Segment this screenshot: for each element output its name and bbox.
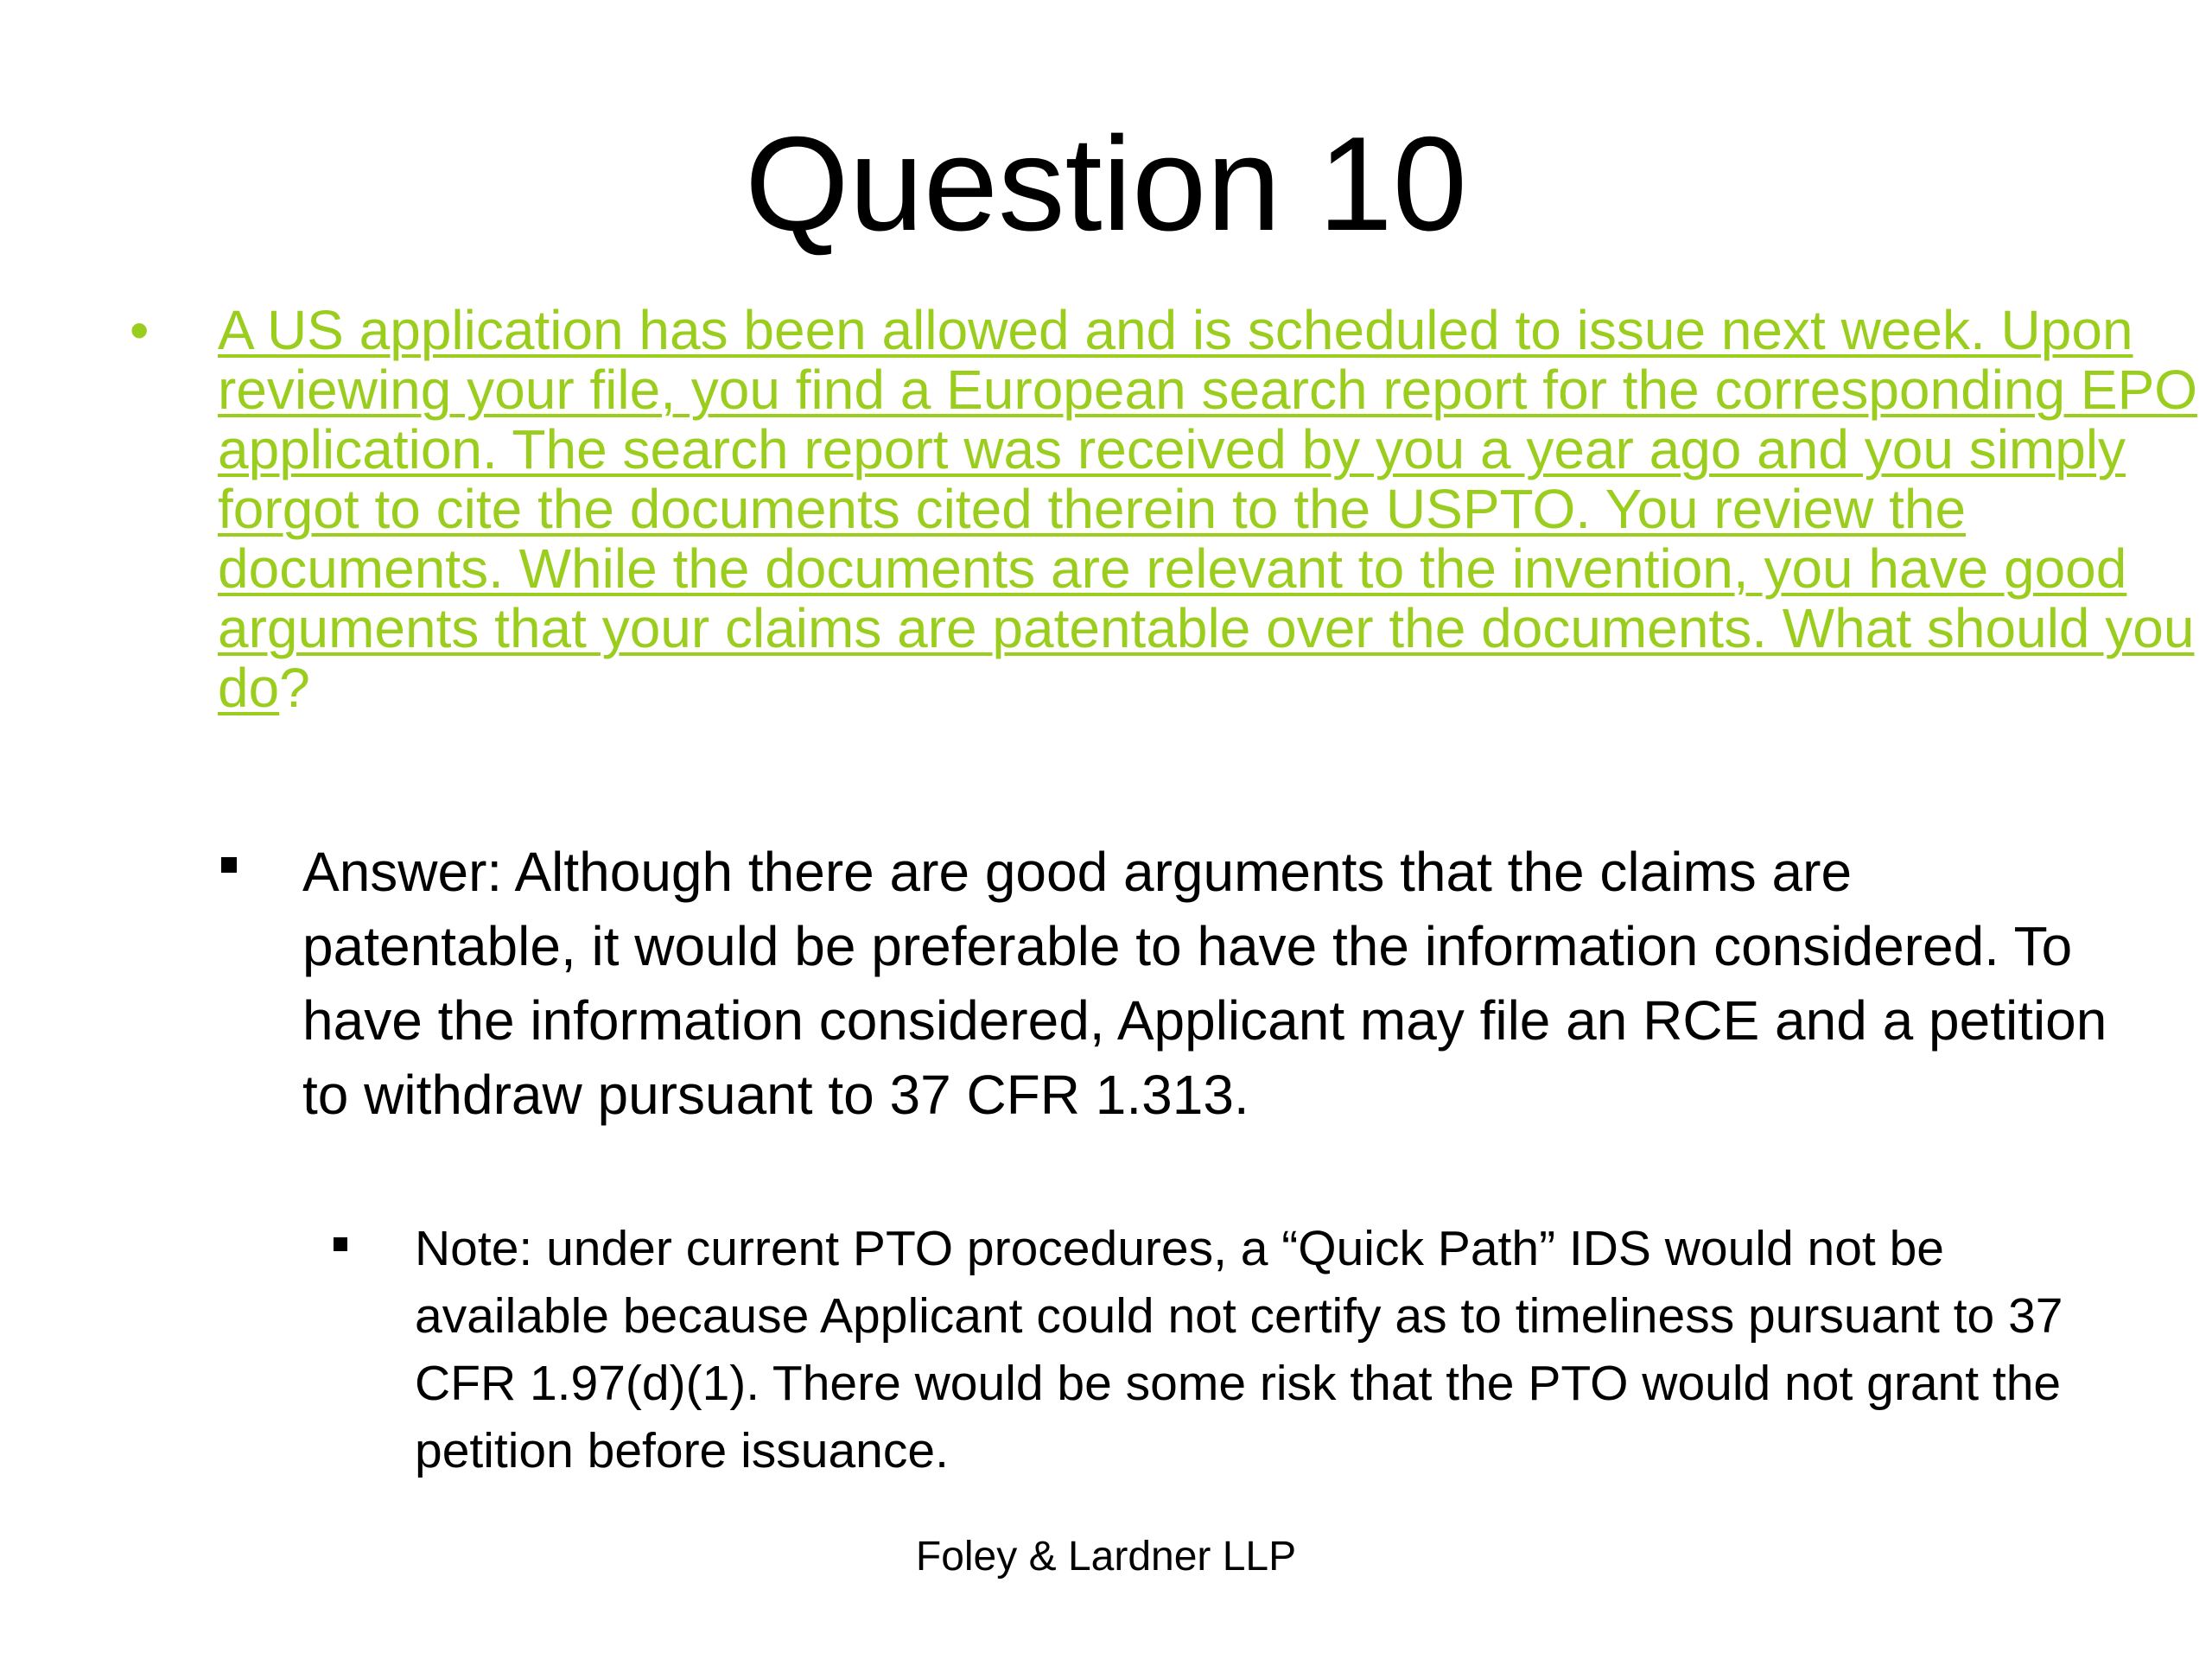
question-paragraph bbox=[218, 301, 2212, 718]
note-paragraph: Note: under current PTO procedures, a “Quick Path” IDS would not be available because Applicant could not certify as to timeliness pursuant to 37 CFR 1.97(d)(1). There would be some risk that the PTO would not grant the petition before issuance. bbox=[415, 1221, 2063, 1478]
question-hyperlink[interactable]: A US application has been allowed and is scheduled to issue next week. Upon reviewing your file, you find a European search report for the corresponding EPO application. The search report was received by you a year ago and you simply forgot to cite the documents cited therein to the USPTO. You review the documents. While the documents are relevant to the invention, you have good arguments that your claims are patentable over the documents. What should you do bbox=[218, 299, 2198, 719]
square-bullet-icon bbox=[334, 1237, 347, 1251]
answer-paragraph: Answer: Although there are good arguments that the claims are patentable, it would be preferable to have the information considered. To have the information considered, Applicant may file an RCE and a petition to withdraw pursuant to 37 CFR 1.313. bbox=[302, 841, 2107, 1126]
slide-footer: Foley & Lardner LLP bbox=[915, 1534, 1297, 1580]
slide-title: Question 10 bbox=[745, 109, 1467, 258]
question-mark: ? bbox=[279, 657, 310, 719]
square-bullet-icon bbox=[221, 857, 237, 873]
bullet-dot-icon: • bbox=[130, 299, 149, 361]
